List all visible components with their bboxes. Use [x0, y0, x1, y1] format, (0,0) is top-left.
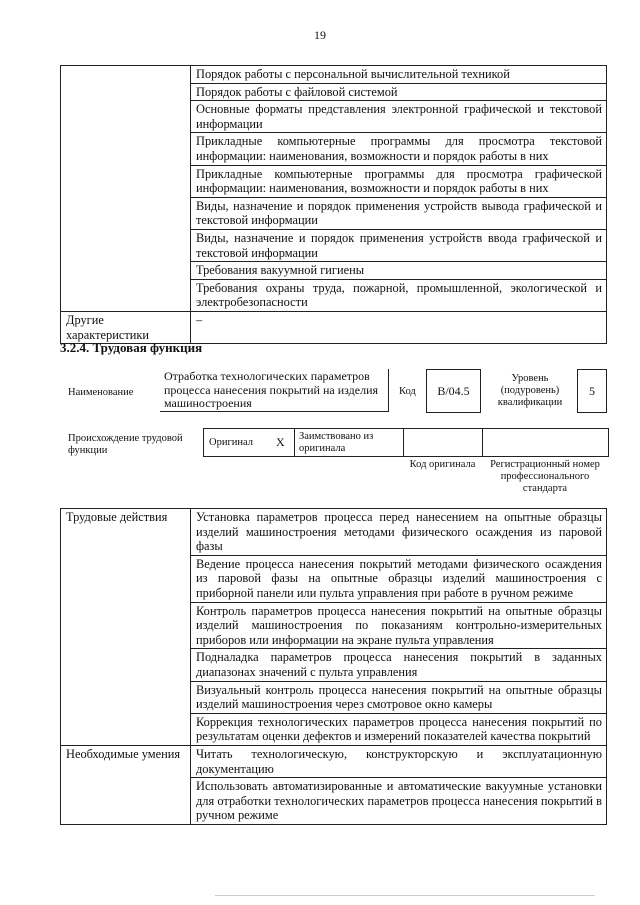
reg-number-caption: Регистрационный номер профессионального стандарта	[490, 459, 600, 494]
knowledge-row: Требования вакуумной гигиены	[191, 262, 607, 280]
divider	[294, 429, 295, 456]
labor-action-row: Контроль параметров процесса нанесения покрытий на опытные образцы изделий машиностроения по показаниям контрольно-измерительных приборов или информации на экране пульта управления	[191, 602, 607, 649]
name-value-box	[160, 369, 389, 412]
divider	[482, 429, 483, 456]
scan-edge-line	[215, 895, 595, 896]
skills-label: Необходимые умения	[61, 745, 191, 824]
skill-row: Читать технологическую, конструкторскую и эксплуатационную документацию	[191, 745, 607, 777]
borrowed-label: Заимствовано из оригинала	[299, 431, 374, 454]
labor-function-table	[60, 508, 607, 825]
labor-action-row: Визуальный контроль процесса нанесения покрытий на опытные образцы изделий машиностроения через смотровое окно камеры	[191, 681, 607, 713]
knowledge-row: Требования охраны труда, пожарной, промышленной, экологической и электробезопасности	[191, 279, 607, 311]
code-value-box	[426, 369, 481, 413]
other-characteristics-label: Другие характеристики	[61, 311, 191, 343]
empty-label-cell	[61, 66, 191, 312]
labor-action-row: Подналадка параметров процесса нанесения покрытий в заданных диапазонах значений с пульта управления	[191, 649, 607, 681]
code-value: B/04.5	[437, 384, 470, 398]
labor-action-row: Ведение процесса нанесения покрытий методами физического осаждения из паровой фазы на опытные образцы изделий машиностроения с приборной панели или пульта управления при работе в ручном режиме	[191, 555, 607, 602]
knowledge-row: Порядок работы с файловой системой	[191, 83, 607, 101]
name-value: Отработка технологических параметров процесса нанесения покрытий на изделия машиностроения	[164, 369, 379, 410]
origin-row	[203, 428, 609, 457]
code-label: Код	[399, 386, 416, 397]
knowledge-table	[60, 65, 607, 344]
knowledge-row: Порядок работы с персональной вычислительной техникой	[191, 66, 607, 84]
knowledge-row: Прикладные компьютерные программы для просмотра текстовой информации: наименования, возможности и порядок работы в них	[191, 133, 607, 165]
divider	[403, 429, 404, 456]
original-label: Оригинал	[209, 437, 253, 448]
level-value-box	[577, 369, 607, 413]
skill-row: Использовать автоматизированные и автоматические вакуумные установки для отработки технологических параметров процесса нанесения покрытий в ручном режиме	[191, 778, 607, 825]
original-mark: X	[276, 435, 285, 449]
knowledge-row: Основные форматы представления электронной графической и текстовой информации	[191, 101, 607, 133]
labor-action-row: Установка параметров процесса перед нанесением на опытные образцы изделий машиностроения методами физического осаждения из паровой фазы	[191, 509, 607, 556]
knowledge-row: Прикладные компьютерные программы для просмотра графической информации: наименования, возможности и порядок работы в них	[191, 165, 607, 197]
labor-action-row: Коррекция технологических параметров процесса нанесения покрытий по результатам оценки дефектов и измерений показателей качества покрытий	[191, 713, 607, 745]
knowledge-row: Виды, назначение и порядок применения устройств вывода графической и текстовой информации	[191, 197, 607, 229]
knowledge-row: Виды, назначение и порядок применения устройств ввода графической и текстовой информации	[191, 229, 607, 261]
page-number: 19	[314, 28, 326, 42]
other-characteristics-value: –	[191, 311, 607, 343]
section-heading: 3.2.4. Трудовая функция	[60, 340, 203, 355]
level-value: 5	[589, 384, 595, 398]
origin-label: Происхождение трудовой функции	[68, 433, 183, 456]
name-label: Наименование	[68, 387, 134, 398]
level-label: Уровень (подуровень) квалификации	[497, 373, 563, 408]
code-origin-caption: Код оригинала	[409, 459, 476, 470]
labor-actions-label: Трудовые действия	[61, 509, 191, 746]
